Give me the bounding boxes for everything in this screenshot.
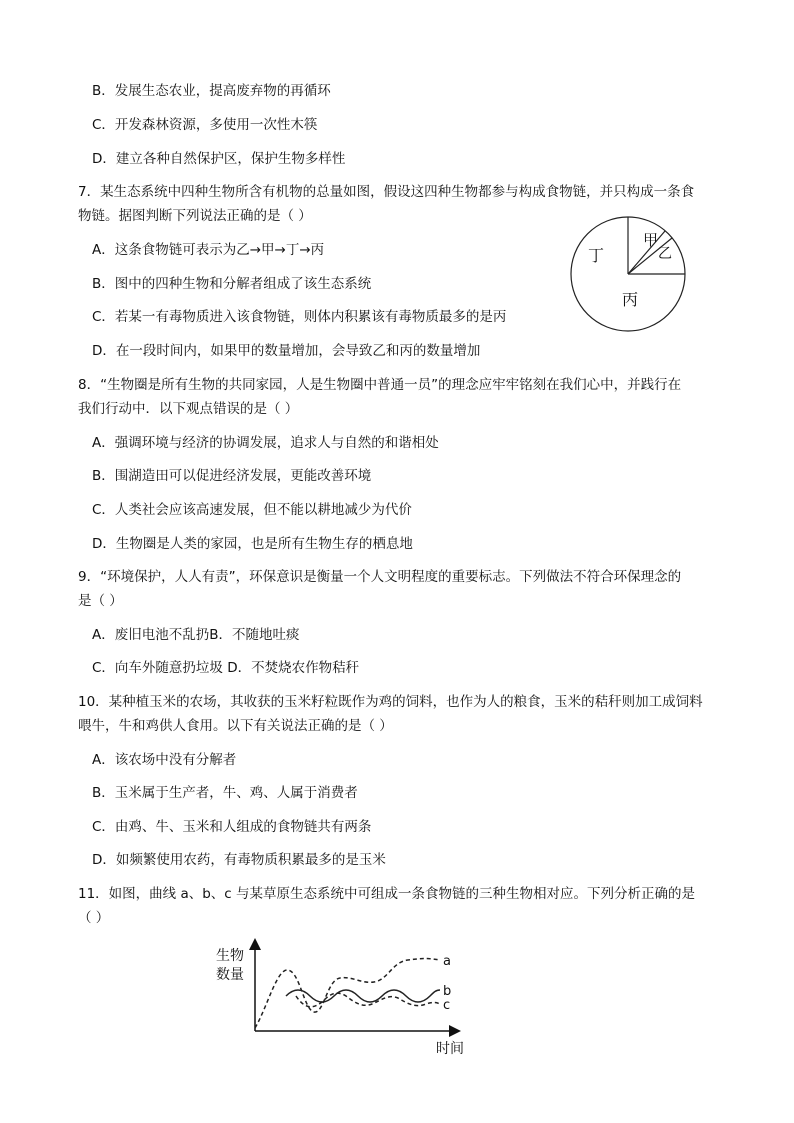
q7-option-c: C．若某一有毒物质进入该食物链，则体内积累该有毒物质最多的是丙 [92, 309, 507, 325]
q11-population-chart [212, 938, 482, 1063]
y-axis-label-2: 数量 [216, 967, 244, 983]
q8-option-c: C．人类社会应该高速发展，但不能以耕地减少为代价 [92, 502, 412, 518]
q10-stem-line2: 喂牛，牛和鸡供人食用。以下有关说法正确的是（ ） [78, 718, 393, 734]
pie-label-jia: 甲 [643, 231, 659, 249]
y-axis-label-1: 生物 [216, 948, 244, 964]
q11-stem-line1: 11．如图，曲线 a、b、c 与某草原生态系统中可组成一条食物链的三种生物相对应。下列分析正确的是 [78, 886, 696, 902]
x-axis-label: 时间 [436, 1041, 464, 1057]
curve-c [296, 993, 440, 1007]
q8-option-b: B．围湖造田可以促进经济发展，更能改善环境 [92, 468, 372, 484]
pie-label-yi: 乙 [658, 246, 672, 262]
q6-option-b: B．发展生态农业，提高废弃物的再循环 [92, 83, 331, 99]
q7-option-d: D．在一段时间内，如果甲的数量增加，会导致乙和丙的数量增加 [92, 343, 481, 359]
q10-option-a: A．该农场中没有分解者 [92, 752, 237, 768]
q9-option-ab: A．废旧电池不乱扔B．不随地吐痰 [92, 627, 300, 643]
pie-label-bing: 丙 [622, 290, 639, 309]
q6-option-d: D．建立各种自然保护区，保护生物多样性 [92, 151, 346, 167]
q6-option-c: C．开发森林资源，多使用一次性木筷 [92, 117, 318, 133]
q8-option-d: D．生物圈是人类的家园，也是所有生物生存的栖息地 [92, 536, 413, 552]
q10-option-c: C．由鸡、牛、玉米和人组成的食物链共有两条 [92, 819, 372, 835]
q7-option-a: A．这条食物链可表示为乙→甲→丁→丙 [92, 242, 325, 258]
curve-label-a: a [443, 954, 451, 969]
q8-stem-line2: 我们行动中．以下观点错误的是（ ） [78, 401, 299, 417]
q11-stem-line2: （ ） [78, 910, 110, 926]
curve-label-c: c [443, 998, 451, 1013]
q10-stem-line1: 10．某种植玉米的农场，其收获的玉米籽粒既作为鸡的饲料，也作为人的粮食，玉米的秸秆则加工成饲料 [78, 694, 703, 710]
q7-stem-line1: 7．某生态系统中四种生物所含有机物的总量如图，假设这四种生物都参与构成食物链，并只构成一条食 [78, 184, 695, 200]
curve-label-b: b [443, 984, 452, 999]
q7-pie-chart [568, 214, 688, 334]
q7-stem-line2: 物链。据图判断下列说法正确的是（ ） [78, 208, 312, 224]
curve-a [255, 959, 440, 1029]
q7-option-b: B．图中的四种生物和分解者组成了该生态系统 [92, 276, 372, 292]
q8-stem-line1: 8．“生物圈是所有生物的共同家园，人是生物圈中普通一员”的理念应牢牢铭刻在我们心中，并践行在 [78, 377, 682, 393]
q9-stem-line2: 是（ ） [78, 593, 123, 609]
q8-option-a: A．强调环境与经济的协调发展，追求人与自然的和谐相处 [92, 435, 439, 451]
pie-label-ding: 丁 [588, 246, 605, 265]
curve-b [286, 990, 440, 1002]
q9-option-cd: C．向车外随意扔垃圾 D．不焚烧农作物秸秆 [92, 660, 360, 676]
q9-stem-line1: 9．“环境保护，人人有责”，环保意识是衡量一个人文明程度的重要标志。下列做法不符合环保理念的 [78, 569, 682, 585]
q10-option-d: D．如频繁使用农药，有毒物质积累最多的是玉米 [92, 852, 386, 868]
q10-option-b: B．玉米属于生产者，牛、鸡、人属于消费者 [92, 785, 358, 801]
